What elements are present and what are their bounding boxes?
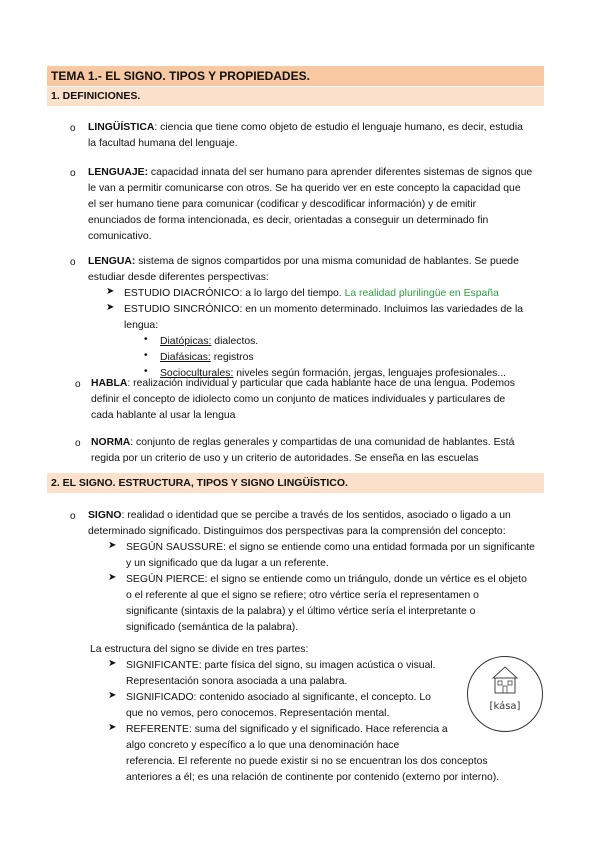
phonetic-label: [kása] (489, 701, 521, 712)
perspectiva-text: SEGÚN PIERCE: el signo se entiende como un triángulo, donde un vértice es el objeto (126, 574, 527, 585)
arrow-bullet-icon: ➤ (106, 302, 115, 313)
list-bullet: o (70, 257, 76, 268)
estudio-sincronico-text: lengua: (124, 320, 159, 331)
definition-signo (88, 508, 511, 540)
definition-text: determinado significado. Distinguimos dos perspectivas para la comprensión del concepto: (88, 526, 506, 537)
definition-text: la facultad humana del lenguaje. (88, 138, 238, 149)
dot-bullet-icon: • (144, 350, 148, 361)
perspectiva-text: y un significado que da lugar a un referente. (126, 558, 329, 569)
definition-text: estudiar desde diferentes perspectivas: (88, 272, 269, 283)
arrow-bullet-icon: ➤ (108, 540, 117, 551)
definition-text: : realización individual y particular que cada hablante hace de una lengua. Podemos (127, 378, 515, 389)
term-habla: HABLA (91, 378, 128, 389)
definition-lenguaje (88, 165, 532, 245)
definition-text: comunicativo. (88, 231, 152, 242)
perspectiva-saussure (126, 540, 535, 572)
variedad-text: niveles según formación, jergas, lenguajes profesionales... (233, 368, 506, 379)
sign-diagram (467, 656, 543, 732)
term-linguistica: LINGÜÍSTICA (88, 122, 155, 133)
definition-linguistica (88, 120, 523, 152)
estudio-sincronico (124, 302, 523, 334)
section-heading-el-signo: 2. EL SIGNO. ESTRUCTURA, TIPOS Y SIGNO LINGÜÍSTICO. (47, 473, 544, 493)
list-bullet: o (75, 379, 81, 390)
perspectiva-text: SEGÚN SAUSSURE: el signo se entiende como una entidad formada por un significante (126, 542, 535, 553)
definition-text: le van a permitir comunicarse con otros. Se ha querido ver en este concepto la capacidad que (88, 183, 521, 194)
estructura-intro-text: La estructura del signo se divide en tres partes: (90, 644, 309, 655)
parte-referente (126, 722, 499, 786)
parte-text: SIGNIFICADO: contenido asociado al significante, el concepto. Lo (126, 692, 431, 703)
definition-text: cada hablante al usar la lengua (91, 410, 236, 421)
definition-text: capacidad innata del ser humano para aprender diferentes sistemas de signos que (148, 167, 533, 178)
parte-text: SIGNIFICANTE: parte física del signo, su imagen acústica o visual. (126, 660, 436, 671)
variedad-term: Diafásicas: (160, 352, 211, 363)
house-roof (493, 667, 517, 678)
parte-text: REFERENTE: suma del significado y el significado. Hace referencia a (126, 724, 448, 735)
section-heading-definiciones: 1. DEFINICIONES. (47, 87, 544, 106)
definition-text: enunciados de forma intencionada, es decir, orientadas a conseguir un determinado fin (88, 215, 489, 226)
estudio-diacronico-text: ESTUDIO DIACRÓNICO: a lo largo del tiempo. (124, 288, 342, 299)
term-lengua: LENGUA: (88, 256, 136, 267)
definition-habla (91, 376, 515, 424)
list-bullet: o (70, 123, 76, 134)
term-norma: NORMA (91, 437, 131, 448)
perspectiva-text: significante (sintaxis de la palabra) y el último vértice sería el interpretante o (126, 606, 476, 617)
house-icon (467, 656, 543, 732)
house-window (508, 681, 512, 685)
definition-text: : ciencia que tiene como objeto de estudio el lenguaje humano, es decir, estudia (154, 122, 523, 133)
variedad-text: registros (210, 352, 254, 363)
arrow-bullet-icon: ➤ (106, 286, 115, 297)
variedad-term: Socioculturales: (160, 368, 234, 379)
parte-text: anteriores a él; es una relación de continente por contenido (externo por interno). (126, 772, 500, 783)
definition-lengua (88, 254, 519, 286)
house-door (503, 686, 507, 693)
definition-text: definir el concepto de idiolecto como un conjunto de matices individuales y particulares de (91, 394, 506, 405)
arrow-bullet-icon: ➤ (108, 690, 117, 701)
perspectiva-text: significado (semántica de la palabra). (126, 622, 299, 633)
list-bullet: o (75, 438, 81, 449)
list-bullet: o (70, 168, 76, 179)
definition-text: el ser humano tiene para comunicar (codificar y descodificar información) y de emitir (88, 199, 477, 210)
parte-text: referencia. El referente no puede existir si no se encuentran los dos conceptos (126, 756, 488, 767)
perspectiva-text: o el referente al que el signo se refiere; otro vértice sería el representamen o (126, 590, 479, 601)
variedad-text: dialectos. (211, 336, 259, 347)
estructura-intro (90, 642, 308, 658)
definition-text: : realidad o identidad que se percibe a través de los sentidos, asociado o ligado a un (121, 510, 511, 521)
house-window (498, 681, 502, 685)
dot-bullet-icon: • (144, 366, 148, 377)
estudio-diacronico-note: La realidad plurilingüe en España (344, 288, 499, 299)
parte-text: que no vemos, pero conocemos. Representación mental. (126, 708, 390, 719)
definition-text: sistema de signos compartidos por una misma comunidad de hablantes. Se puede (135, 256, 519, 267)
parte-text: Representación sonora asociada a una palabra. (126, 676, 348, 687)
arrow-bullet-icon: ➤ (108, 658, 117, 669)
estudio-sincronico-text: ESTUDIO SINCRÓNICO: en un momento determinado. Incluimos las variedades de la (124, 304, 524, 315)
variedad-diatopica (160, 334, 258, 350)
arrow-bullet-icon: ➤ (108, 722, 117, 733)
variedad-diafasica (160, 350, 254, 366)
house-body (495, 678, 515, 693)
variedad-term: Diatópicas: (160, 336, 212, 347)
term-signo: SIGNO (88, 510, 122, 521)
page-title: TEMA 1.- EL SIGNO. TIPOS Y PROPIEDADES. (47, 66, 544, 86)
estudio-diacronico (124, 286, 499, 302)
parte-text: algo concreto y específico a lo que una denominación hace (126, 740, 400, 751)
list-bullet: o (70, 511, 76, 522)
perspectiva-pierce (126, 572, 527, 636)
term-lenguaje: LENGUAJE: (88, 167, 149, 178)
arrow-bullet-icon: ➤ (108, 572, 117, 583)
definition-text: regida por un criterio de uso y un criterio de autoridades. Se enseña en las escuelas (91, 453, 479, 464)
definition-text: : conjunto de reglas generales y compartidas de una comunidad de hablantes. Está (130, 437, 515, 448)
parte-significado (126, 690, 431, 722)
dot-bullet-icon: • (144, 334, 148, 345)
parte-significante (126, 658, 436, 690)
definition-norma (91, 435, 514, 467)
